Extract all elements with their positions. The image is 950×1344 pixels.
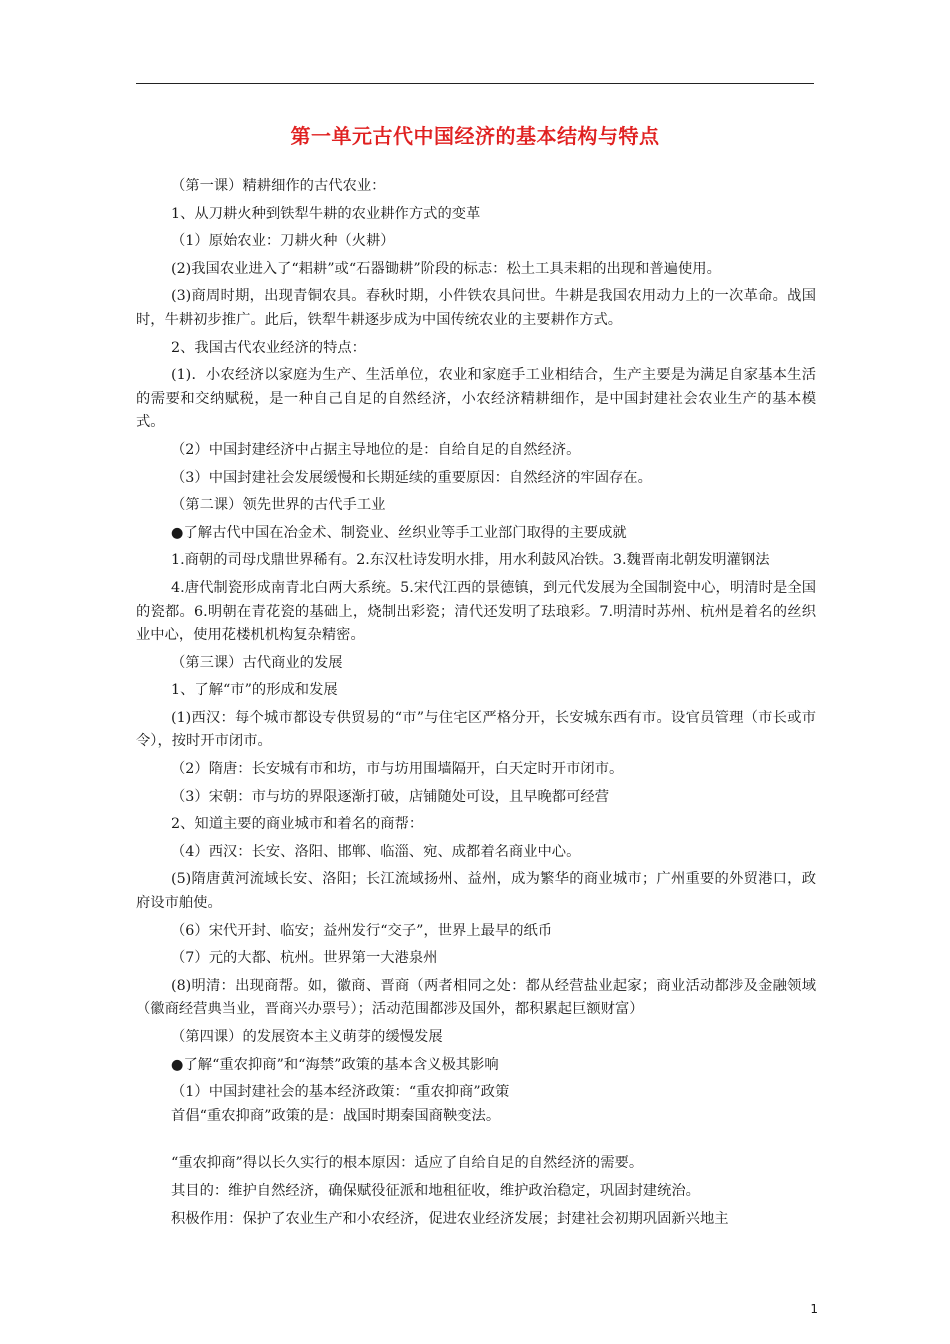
paragraph: 首倡“重农抑商”政策的是：战国时期秦国商鞅变法。 xyxy=(171,1107,501,1124)
paragraph: 1.商朝的司母戊鼎世界稀有。2.东汉杜诗发明水排，用水利鼓风冶铁。3.魏晋南北朝发明灌钢法 xyxy=(171,552,770,569)
paragraph: (3)商周时期，出现青铜农具。春秋时期，小件铁农具问世。牛耕是我国农用动力上的一次革命。战国时，牛耕初步推广。此后，铁犁牛耕逐步成为中国传统农业的主要耕作方式。 xyxy=(136,288,816,328)
paragraph-lesson2-heading: （第二课）领先世界的古代手工业 xyxy=(171,497,386,514)
paragraph: 2、我国古代农业经济的特点： xyxy=(171,339,366,356)
paragraph: 4.唐代制瓷形成南青北白两大系统。5.宋代江西的景德镇，到元代发展为全国制瓷中心，明清时是全国的瓷都。6.明朝在青花瓷的基础上，烧制出彩瓷；清代还发明了珐琅彩。7.明清时苏州、杭州是着名的丝织业中心，使用花楼机机构复杂精密。 xyxy=(136,579,816,644)
paragraph: （2）中国封建经济中占据主导地位的是：自给自足的自然经济。 xyxy=(171,441,581,458)
document-body xyxy=(136,175,816,1231)
paragraph: （4）西汉：长安、洛阳、邯郸、临淄、宛、成都着名商业中心。 xyxy=(171,843,581,860)
paragraph: 其目的：维护自然经济，确保赋役征派和地租征收，维护政治稳定，巩固封建统治。 xyxy=(171,1182,700,1199)
paragraph: （7）元的大都、杭州。世界第一大港泉州 xyxy=(171,950,438,967)
document-title: 第一单元古代中国经济的基本结构与特点 xyxy=(290,124,660,148)
paragraph: 积极作用：保护了农业生产和小农经济，促进农业经济发展；封建社会初期巩固新兴地主 xyxy=(171,1210,729,1227)
paragraph: (5)隋唐黄河流域长安、洛阳；长江流域扬州、益州，成为繁华的商业城市；广州重要的外贸港口，政府设市舶使。 xyxy=(136,871,816,912)
paragraph: ●了解“重农抑商”和“海禁”政策的基本含义极其影响 xyxy=(171,1056,499,1073)
paragraph: (1)．小农经济以家庭为生产、生活单位，农业和家庭手工业相结合，生产主要是为满足自家基本生活的需要和交纳赋税，是一种自己自足的自然经济，小农经济精耕细作，是中国封建社会农业生产的基本模式。 xyxy=(136,367,816,431)
paragraph-lesson3-heading: （第三课）古代商业的发展 xyxy=(171,654,343,671)
paragraph: ●了解古代中国在冶金术、制瓷业、丝织业等手工业部门取得的主要成就 xyxy=(171,524,627,541)
paragraph-lesson1-heading: （第一课）精耕细作的古代农业： xyxy=(171,178,386,194)
paragraph: （2）隋唐：长安城有市和坊，市与坊用围墙隔开，白天定时开市闭市。 xyxy=(171,761,624,778)
paragraph: （6）宋代开封、临安；益州发行“交子”，世界上最早的纸币 xyxy=(171,922,553,939)
paragraph: 1、了解“市”的形成和发展 xyxy=(171,682,338,699)
paragraph: (1)西汉：每个城市都设专供贸易的“市”与住宅区严格分开，长安城东西有市。设官员管理（市长或市令），按时开市闭市。 xyxy=(136,709,816,750)
paragraph: （3）中国封建社会发展缓慢和长期延续的重要原因：自然经济的牢固存在。 xyxy=(171,469,652,486)
paragraph: （3）宋朝：市与坊的界限逐渐打破，店铺随处可设，且早晚都可经营 xyxy=(171,788,609,805)
paragraph: (2)我国农业进入了“耜耕”或“石器锄耕”阶段的标志：松土工具耒耜的出现和普遍使用。 xyxy=(171,260,721,277)
page-number: 1 xyxy=(810,1302,818,1316)
paragraph-lesson4-heading: （第四课）的发展资本主义萌芽的缓慢发展 xyxy=(171,1029,443,1045)
header-rule xyxy=(136,83,814,84)
paragraph: （1）原始农业：刀耕火种（火耕） xyxy=(171,233,395,250)
paragraph: 1、从刀耕火种到铁犁牛耕的农业耕作方式的变革 xyxy=(171,205,481,222)
paragraph: （1）中国封建社会的基本经济政策：“重农抑商”政策 xyxy=(171,1084,510,1101)
paragraph: 2、知道主要的商业城市和着名的商帮： xyxy=(171,816,424,833)
paragraph: “重农抑商”得以长久实行的根本原因：适应了自给自足的自然经济的需要。 xyxy=(171,1155,644,1172)
paragraph: (8)明清：出现商帮。如，徽商、晋商（两者相同之处：都从经营盐业起家；商业活动都涉及金融领域（徽商经营典当业，晋商兴办票号）；活动范围都涉及国外，都积累起巨额财富） xyxy=(136,977,816,1018)
